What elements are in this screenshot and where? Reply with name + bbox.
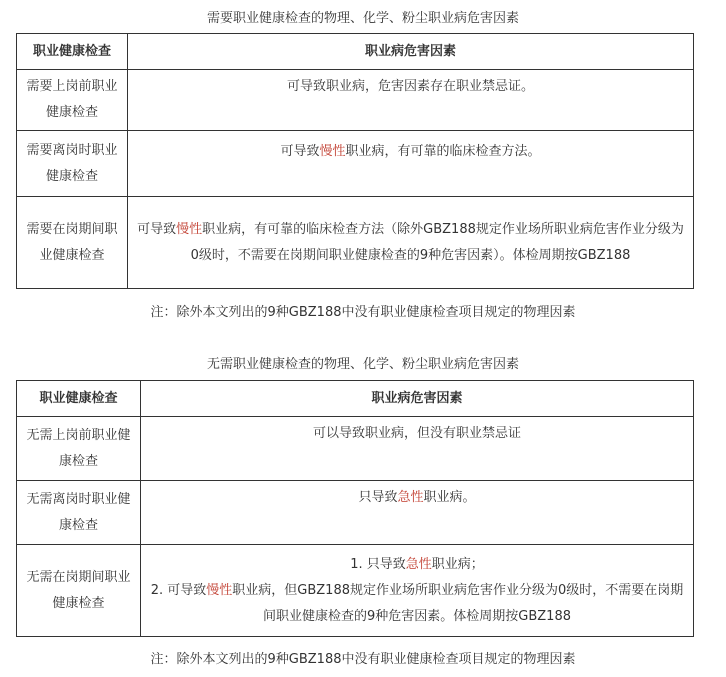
row-content: 可导致职业病，危害因素存在职业禁忌证。 [128,70,694,131]
row-label: 需要在岗期间职业健康检查 [17,197,128,289]
highlight-chronic: 慢性 [319,144,346,159]
row-label: 无需上岗前职业健康检查 [17,417,141,481]
row-label: 无需离岗时职业健康检查 [17,481,141,545]
row-label: 需要离岗时职业健康检查 [17,131,128,197]
row-content: 可导致慢性职业病，有可靠的临床检查方法。 [128,131,694,197]
row-content: 只导致急性职业病。 [141,481,694,545]
row-label: 需要上岗前职业健康检查 [17,70,128,131]
table1-caption: 需要职业健康检查的物理、化学、粉尘职业病危害因素 [206,11,519,26]
table-row [17,131,694,197]
row-label: 无需在岗期间职业健康检查 [17,545,141,637]
highlight-chronic: 慢性 [176,221,203,237]
table-row [17,197,694,289]
table-row [17,70,694,131]
header-hazard-factor: 职业病危害因素 [128,34,694,70]
table-header-row [17,34,694,70]
row-content [141,545,694,637]
highlight-acute: 急性 [405,556,432,572]
row-content: 可以导致职业病，但没有职业禁忌证 [141,417,694,481]
hazard-table-not-required [16,380,694,637]
header-exam-type: 职业健康检查 [17,34,128,70]
hazard-table-required [16,33,694,289]
table-row [17,481,694,545]
table2-note: 注：除外本文列出的9种GBZ188中没有职业健康检查项目规定的物理因素 [150,652,576,667]
content-line-2: 2. 可导致慢性职业病，但GBZ188规定作业场所职业病危害作业分级为0级时，不需要在岗期间职业健康检查的9种危害因素。体检周期按GBZ188 [150,582,684,624]
content-line-1: 1. 只导致急性职业病； [350,556,484,572]
highlight-acute: 急性 [397,490,424,505]
table-row [17,417,694,481]
table2-caption: 无需职业健康检查的物理、化学、粉尘职业病危害因素 [206,357,519,372]
table-row [17,545,694,637]
row-content: 可导致慢性职业病，有可靠的临床检查方法（除外GBZ188规定作业场所职业病危害作业分级为0级时，不需要在岗期间职业健康检查的9种危害因素）。体检周期按GBZ188 [128,197,694,289]
table1-note: 注：除外本文列出的9种GBZ188中没有职业健康检查项目规定的物理因素 [150,305,576,320]
header-exam-type: 职业健康检查 [17,381,141,417]
header-hazard-factor: 职业病危害因素 [141,381,694,417]
highlight-chronic: 慢性 [206,582,233,598]
table-header-row [17,381,694,417]
